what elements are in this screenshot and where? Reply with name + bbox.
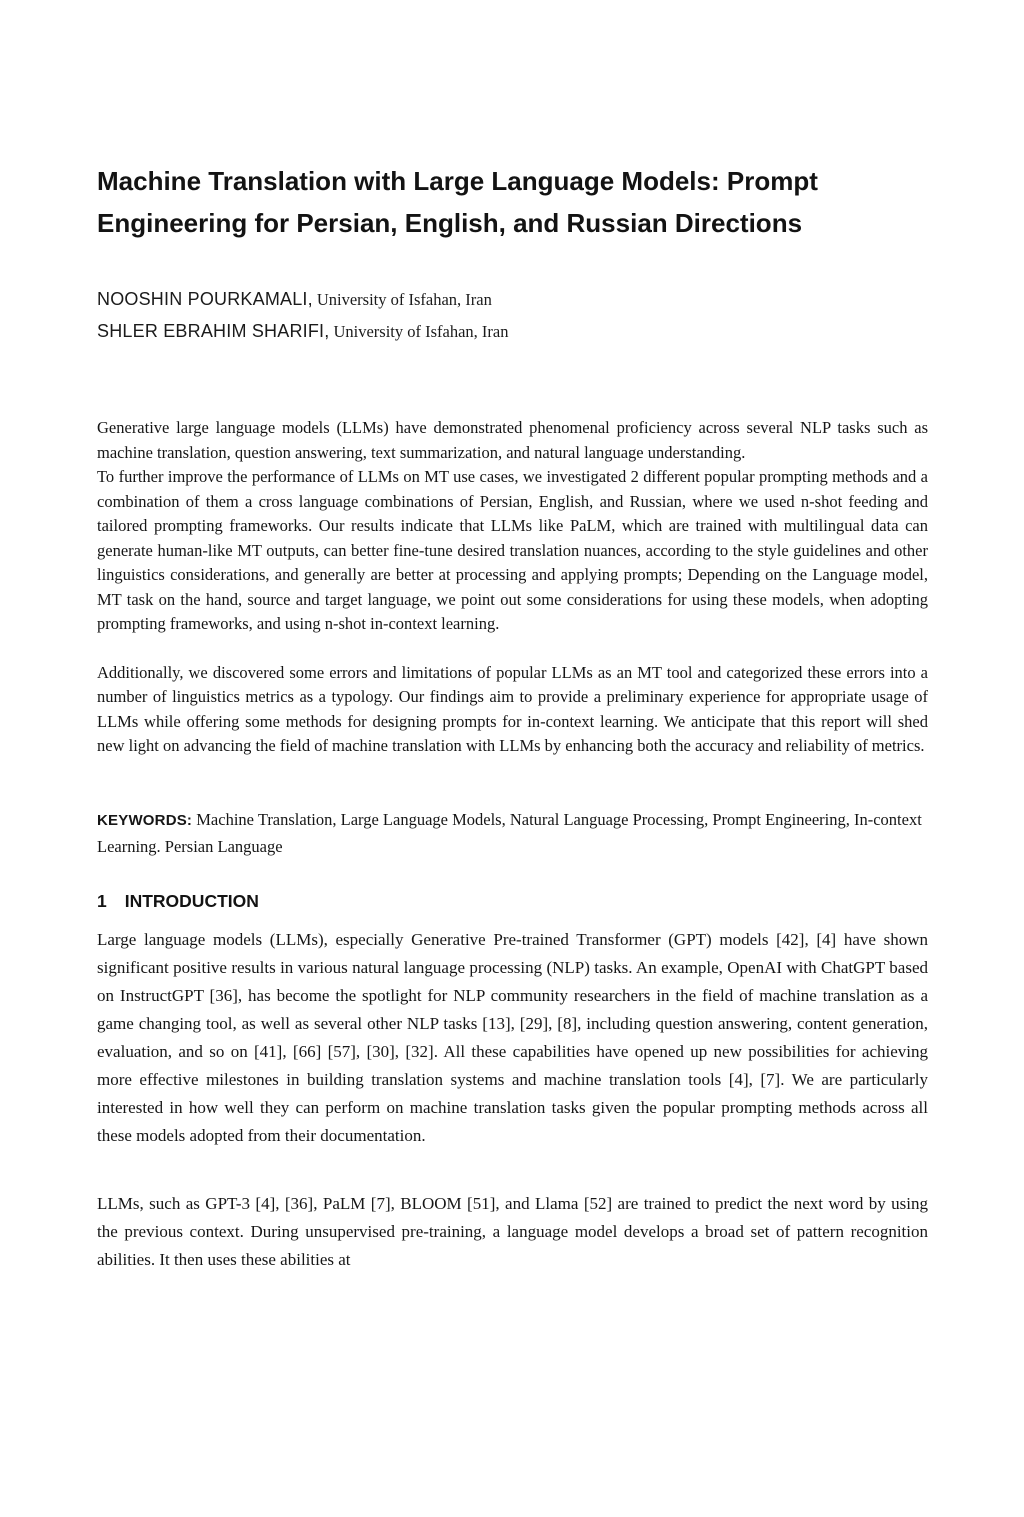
- section-title: INTRODUCTION: [124, 890, 259, 911]
- author-affiliation: University of Isfahan, Iran: [333, 322, 509, 341]
- paper-title: Machine Translation with Large Language Models: Prompt Engineering for Persian, English, and Russian Directions: [97, 166, 818, 238]
- author-line: [97, 316, 928, 348]
- abstract: [97, 416, 928, 759]
- introduction-body: [97, 926, 928, 1274]
- author-affiliation: University of Isfahan, Iran: [316, 290, 492, 309]
- author-block: [97, 284, 928, 348]
- keywords-text: Machine Translation, Large Language Models, Natural Language Processing, Prompt Engineering, In-context Learning. Persian Language: [97, 809, 922, 856]
- section-number: 1: [97, 890, 107, 911]
- body-paragraph: Large language models (LLMs), especially Generative Pre-trained Transformer (GPT) models [42], [4] have shown significant positive results in various natural language processing (NLP) tasks. An example, OpenAI with ChatGPT based on InstructGPT [36], has become the spotlight for NLP community researchers in the field of machine translation as a game changing tool, as well as several other NLP tasks [13], [29], [8], including question answering, content generation, evaluation, and so on [41], [66] [57], [30], [32]. All these capabilities have opened up new possibilities for achieving more effective milestones in building translation systems and machine translation tools [4], [7]. We are particularly interested in how well they can perform on machine translation tasks given the popular prompting methods across all these models adopted from their documentation.: [97, 929, 928, 1145]
- keywords-label: KEYWORDS:: [97, 811, 193, 829]
- section-heading-introduction: [97, 890, 928, 912]
- abstract-paragraph: Generative large language models (LLMs) have demonstrated phenomenal proficiency across several NLP tasks such as machine translation, question answering, text summarization, and natural language understanding.: [97, 418, 928, 462]
- author-name: NOOSHIN POURKAMALI,: [97, 289, 313, 309]
- abstract-paragraph: Additionally, we discovered some errors and limitations of popular LLMs as an MT tool and categorized these errors into a number of linguistics metrics as a typology. Our findings aim to provide a preliminary experience for appropriate usage of LLMs while offering some methods for designing prompts for in-context learning. We anticipate that this report will shed new light on advancing the field of machine translation with LLMs by enhancing both the accuracy and reliability of metrics.: [97, 662, 928, 755]
- keywords-block: [97, 807, 928, 860]
- author-line: [97, 284, 928, 316]
- author-name: SHLER EBRAHIM SHARIFI,: [97, 321, 330, 341]
- abstract-paragraph: To further improve the performance of LLMs on MT use cases, we investigated 2 different popular prompting methods and a combination of them a cross language combinations of Persian, English, and Russian, where we used n-shot feeding and tailored prompting frameworks. Our results indicate that LLMs like PaLM, which are trained with multilingual data can generate human-like MT outputs, can better fine-tune desired translation nuances, according to the style guidelines and other linguistics considerations, and generally are better at processing and applying prompts; Depending on the Language model, MT task on the hand, source and target language, we point out some considerations for using these models, when adopting prompting frameworks, and using n-shot in-context learning.: [97, 467, 928, 633]
- body-paragraph: LLMs, such as GPT-3 [4], [36], PaLM [7], BLOOM [51], and Llama [52] are trained to predict the next word by using the previous context. During unsupervised pre-training, a language model develops a broad set of pattern recognition abilities. It then uses these abilities at: [97, 1193, 928, 1269]
